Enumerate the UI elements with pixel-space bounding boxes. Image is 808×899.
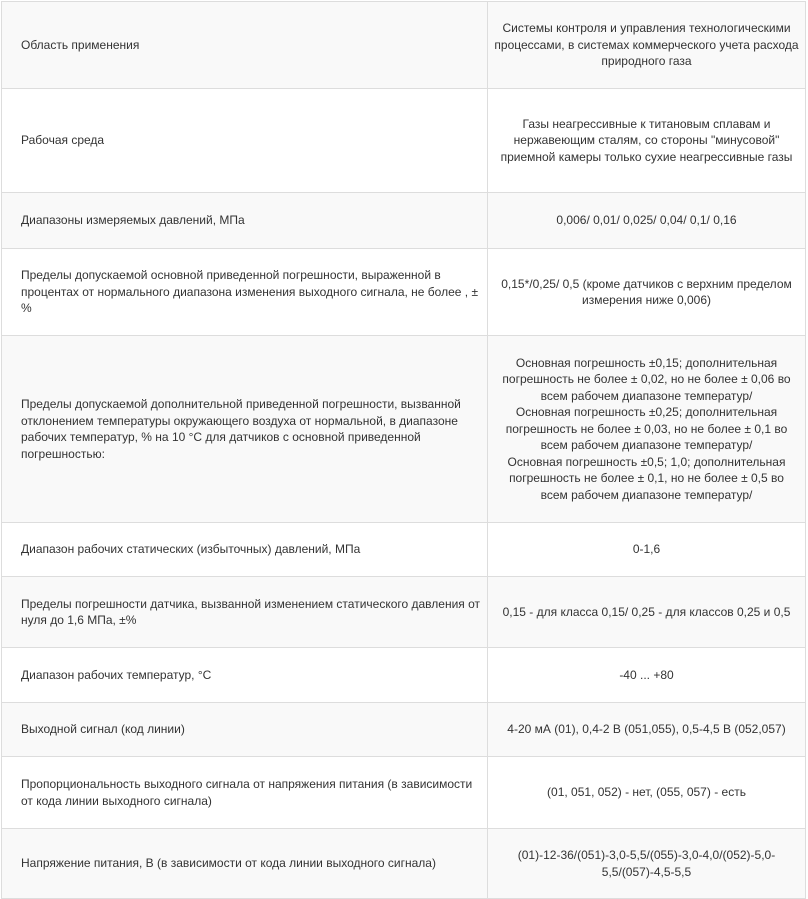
table-row — [2, 523, 806, 577]
value-cell: Системы контроля и управления технологическими процессами, в системах коммерческого учета расхода природного газа — [488, 2, 806, 89]
value-cell: 0,15 - для класса 0,15/ 0,25 - для классов 0,25 и 0,5 — [488, 577, 806, 648]
table-row — [2, 648, 806, 703]
value-cell: 4-20 мА (01), 0,4-2 В (051,055), 0,5-4,5 В (052,057) — [488, 703, 806, 757]
table-row — [2, 757, 806, 829]
table-row — [2, 249, 806, 336]
parameter-cell: Напряжение питания, В (в зависимости от кода линии выходного сигнала) — [2, 829, 488, 899]
table-row — [2, 703, 806, 757]
value-line: Основная погрешность ±0,25; дополнительная погрешность не более ± 0,03, но не более ± 0,1 во всем рабочем диапазоне температур/ — [505, 405, 788, 453]
specifications-table — [1, 1, 806, 899]
value-cell — [488, 336, 806, 523]
parameter-cell: Диапазон рабочих температур, °С — [2, 648, 488, 703]
parameter-cell: Пределы допускаемой дополнительной приведенной погрешности, вызванной отклонением температуры окружающего воздуха от нормальной, в диапазоне рабочих температур, % на 10 °С для датчиков с основной приведенной погрешностью: — [2, 336, 488, 523]
value-cell: -40 ... +80 — [488, 648, 806, 703]
table-row — [2, 829, 806, 899]
table-row — [2, 577, 806, 648]
value-cell: (01)-12-36/(051)-3,0-5,5/(055)-3,0-4,0/(052)-5,0-5,5/(057)-4,5-5,5 — [488, 829, 806, 899]
parameter-cell: Рабочая среда — [2, 89, 488, 193]
parameter-cell: Пределы погрешности датчика, вызванной изменением статического давления от нуля до 1,6 МПа, ±% — [2, 577, 488, 648]
parameter-cell: Пропорциональность выходного сигнала от напряжения питания (в зависимости от кода линии выходного сигнала) — [2, 757, 488, 829]
value-cell: Газы неагрессивные к титановым сплавам и нержавеющим сталям, со стороны "минусовой" приемной камеры только сухие неагрессивные газы — [488, 89, 806, 193]
value-line: Основная погрешность ±0,5; 1,0; дополнительная погрешность не более ± 0,1, но не более ± 0,5 во всем рабочем диапазоне температур/ — [507, 454, 786, 502]
parameter-cell: Диапазон рабочих статических (избыточных) давлений, МПа — [2, 523, 488, 577]
table-row — [2, 89, 806, 193]
table-row — [2, 336, 806, 523]
value-cell: 0-1,6 — [488, 523, 806, 577]
parameter-cell: Диапазоны измеряемых давлений, МПа — [2, 193, 488, 249]
value-cell: 0,15*/0,25/ 0,5 (кроме датчиков с верхним пределом измерения ниже 0,006) — [488, 249, 806, 336]
value-cell: 0,006/ 0,01/ 0,025/ 0,04/ 0,1/ 0,16 — [488, 193, 806, 249]
value-cell: (01, 051, 052) - нет, (055, 057) - есть — [488, 757, 806, 829]
value-line: Основная погрешность ±0,15; дополнительная погрешность не более ± 0,02, но не более ± 0,06 во всем рабочем диапазоне температур/ — [502, 355, 791, 403]
table-row — [2, 2, 806, 89]
parameter-cell: Область применения — [2, 2, 488, 89]
table-row — [2, 193, 806, 249]
parameter-cell: Пределы допускаемой основной приведенной погрешности, выраженной в процентах от нормального диапазона изменения выходного сигнала, не более , ± % — [2, 249, 488, 336]
parameter-cell: Выходной сигнал (код линии) — [2, 703, 488, 757]
